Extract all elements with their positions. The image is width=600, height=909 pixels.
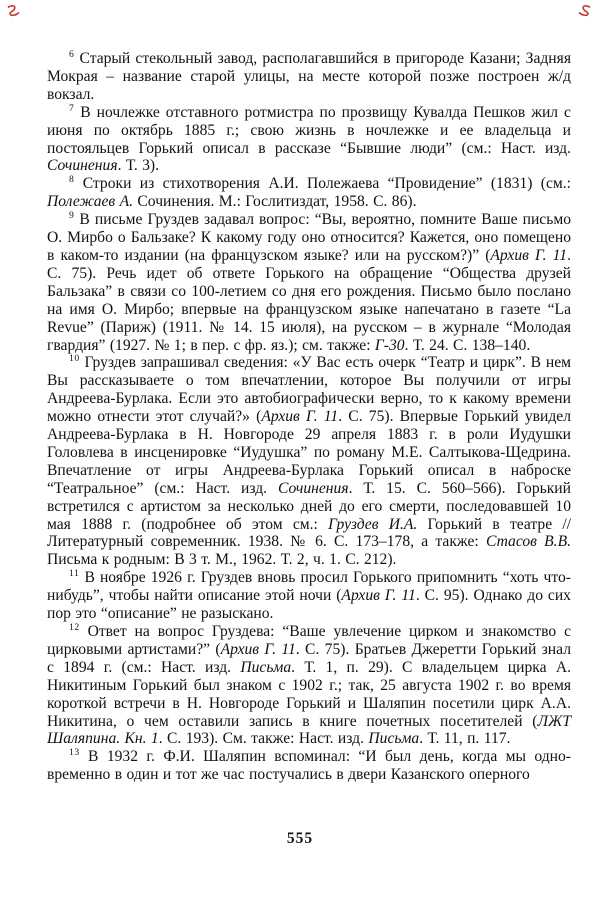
red-corner-mark-icon <box>6 4 21 19</box>
footnote-text-segment: Горький в театре // Литературный современник. 1938. № 6. С. 173–178, а также: <box>47 515 571 551</box>
footnote-text-segment: . С. 193). См. также: Наст. изд. <box>158 730 369 748</box>
footnote-text-segment: Груздев запрашивал сведения: «У Вас есть очерк “Театр и цирк”. В нем Вы рассказываете о том впечатлении, которое Вы получили от игры Андреева-Бурлака. Если это автобиографически верно, то к какому времени можно отнести этот случай?» ( <box>47 354 571 426</box>
footnote-number: 12 <box>69 621 80 633</box>
footnote-text-segment: Груздев И.А. <box>328 515 418 533</box>
footnote-text-segment: . Т. 11, п. 117. <box>419 730 511 748</box>
footnote-number: 11 <box>69 568 80 580</box>
footnote-text-segment: Сочинения. М.: Гослитиздат, 1958. С. 86). <box>133 193 417 211</box>
footnote <box>47 354 571 569</box>
footnote-text-segment: В ноябре 1926 г. Груздев вновь просил Горького припомнить “хоть что-нибудь”, чтобы найти описание этой ночи ( <box>47 569 571 605</box>
footnote-number: 8 <box>69 174 75 186</box>
footnote-text-segment: Полежаев А. <box>47 193 133 211</box>
footnote-number: 9 <box>69 209 75 221</box>
footnote-text-segment: . С. 75). Речь идет об ответе Горького на обращение “Общества друзей Бальзака” в связи со 100-летием со дня его рождения. Письмо было послано на имя О. Мирбо; впервые на французском языке напечатано в газете “La Revue” (Париж) (1911. № 14. 15 июля), на русском – в журнале “Молодая гвардия” (1927. № 1; в пер. с фр. яз.); см. также: <box>47 246 572 354</box>
footnote-number: 13 <box>69 747 80 759</box>
footnote-number: 10 <box>69 353 80 365</box>
footnote-text-segment: . Т. 3). <box>117 157 160 175</box>
footnote-text-segment: Архив Г. 11 <box>341 587 416 605</box>
red-corner-mark-icon <box>577 4 592 19</box>
footnote-text-segment: . Т. 1, п. 29). С владельцем цирка А. Никитиным Горький был знаком с 1902 г.; так, 25 августа 1902 г. во время короткой встречи в Н. Новгороде Горький и Шаляпин посетили цирк А.А. Никитина, о чем оставили запись в книге почетных посетителей ( <box>47 658 571 730</box>
footnote <box>47 50 571 104</box>
footnote-text-segment: Архив Г. 11 <box>220 640 296 658</box>
footnote-text-segment: Сочинения <box>278 479 349 497</box>
footnote-text-segment: . Т. 24. С. 138–140. <box>404 336 531 354</box>
footnote-text-segment: Архив Г. 11 <box>490 246 568 264</box>
footnote-text-segment: . С. 95). Однако до сих пор это “описание” не разыскано. <box>47 587 571 623</box>
footnote <box>47 623 571 748</box>
footnote-text-segment: В письме Груздев задавал вопрос: “Вы, вероятно, помните Ваше письмо О. Мирбо о Бальзаке? К какому году оно относится? Кажется, оно помещено в каком-то издании (на французском языке? или на русском?)” ( <box>47 211 572 264</box>
footnote-text-segment: Старый стекольный завод, располагавшийся в пригороде Казани; Задняя Мокрая – название старой улицы, на месте которой позже построен ж/д вокзал. <box>47 50 571 103</box>
footnote-text-segment: . С. 75). Братьев Джеретти Горький знал с 1894 г. (см.: Наст. изд. <box>47 640 571 676</box>
footnote <box>47 175 571 211</box>
footnote-text-segment: ЛЖТ Шаляпина. Кн. 1 <box>47 712 571 748</box>
footnote <box>47 569 571 623</box>
footnote <box>47 211 571 354</box>
footnote <box>47 748 571 784</box>
footnote-text-segment: Ответ на вопрос Груздева: “Ваше увлечение цирком и знакомство с цирковыми артистами?” ( <box>47 623 571 658</box>
footnotes-block <box>47 50 571 784</box>
footnote-text-segment: Письма <box>368 730 420 748</box>
footnote-text-segment: В 1932 г. Ф.И. Шаляпин вспоминал: “И был день, когда мы одновременно в один и тот же час постучались в двери Казанского оперного <box>47 748 571 784</box>
footnote-text-segment: . Т. 15. С. 560–566). Горький встретился с артистом за несколько дней до его смерти, последовавшей 10 мая 1888 г. (подробнее об этом см.: <box>47 479 571 533</box>
footnote-text-segment: Письма к родным: В 3 т. М., 1962. Т. 2, ч. 1. С. 212). <box>47 551 397 569</box>
footnote-number: 7 <box>69 102 75 114</box>
footnote-number: 6 <box>69 48 75 60</box>
footnote-text-segment: Архив Г. 11 <box>261 408 339 426</box>
footnote-text-segment: Строки из стихотворения А.И. Полежаева “Провидение” (1831) (см.: <box>82 175 572 193</box>
footnote-text-segment: В ночлежке отставного ротмистра по прозвищу Кувалда Пешков жил с июня по октябрь 1885 г.; свою жизнь в ночлежке и ее владельца и постояльцев Горький описал в рассказе “Бывшие люди” (см.: Наст. изд. <box>47 103 571 157</box>
footnote <box>47 104 571 176</box>
footnote-text-segment: Сочинения <box>47 157 118 175</box>
footnote-text-segment: Г-30 <box>374 336 405 354</box>
footnote-text-segment: Стасов В.В. <box>485 533 571 551</box>
page-number: 555 <box>286 830 314 847</box>
footnote-text-segment: Письма <box>240 658 292 676</box>
footnote-text-segment: . С. 75). Впервые Горький увидел Андреева-Бурлака в Н. Новгороде 29 апреля 1883 г. в роли Иудушки Головлева в инсценировке “Иудушка” по роману М.Е. Салтыкова-Щедрина. Впечатление от игры Андреева-Бурлака Горький описал в наброске “Театральное” (см.: Наст. изд. <box>47 408 572 497</box>
